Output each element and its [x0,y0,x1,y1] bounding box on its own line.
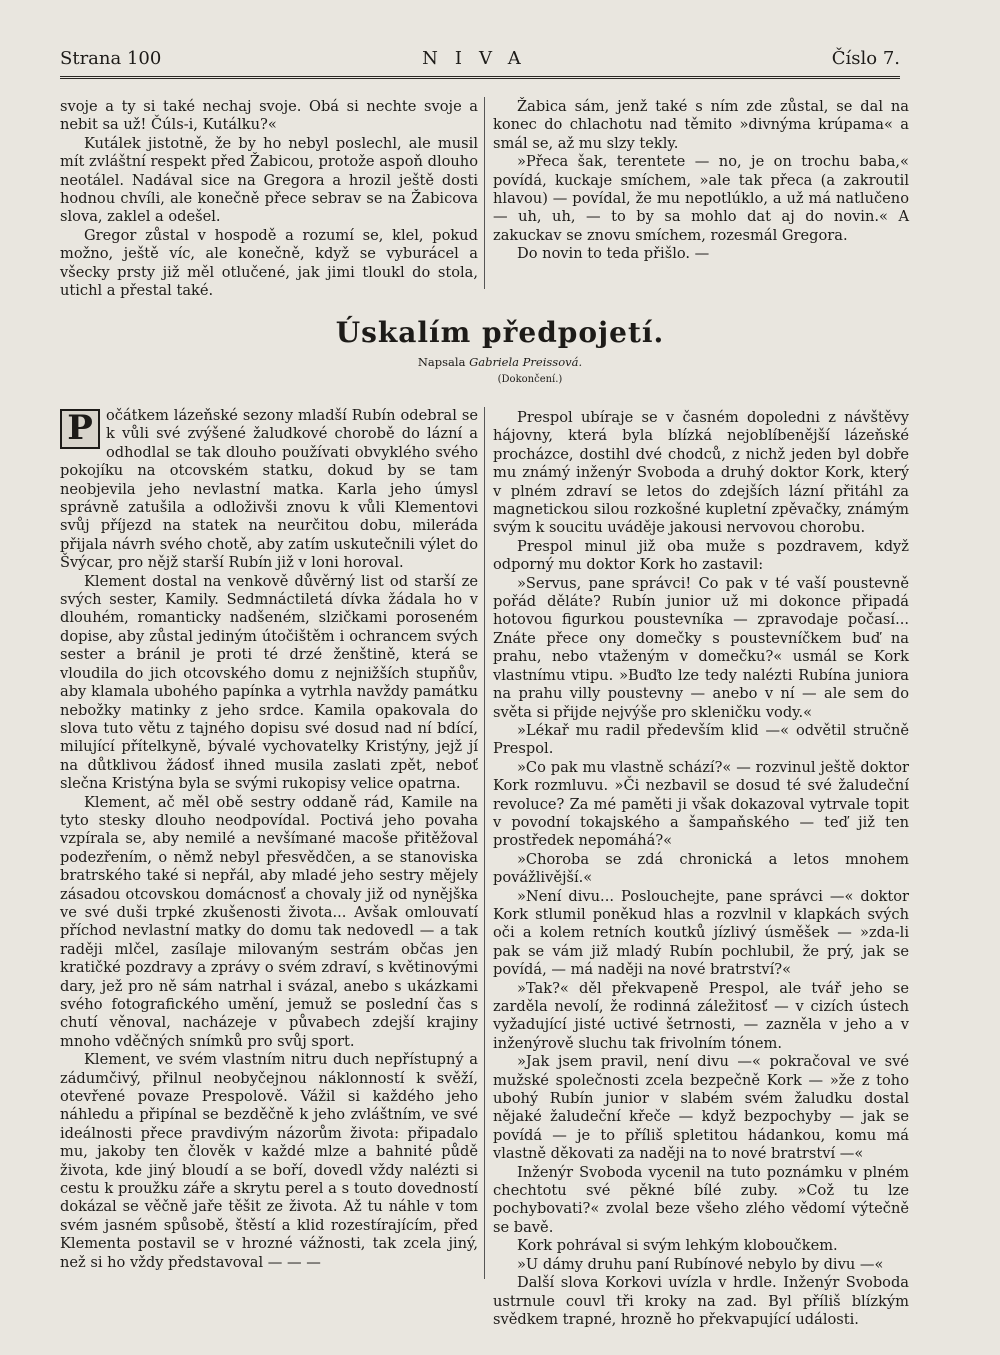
paragraph: »Choroba se zdá chronická a letos mnohem povážlivější.« [493,850,909,887]
column-divider [484,97,485,289]
paragraph: »Přeca šak, terentete — no, je on trochu baba,« povídá, kuckaje smíchem, »ale tak přeca (a zakroutil hlavou) — povídal, že mu nepotlúklo, a už má natlučeno — uh, uh, — to by sa mohlo dat aj do novin.« A zakuckav se znovu smíchem, rozesmál Gregora. [493,153,909,244]
paragraph-text: očátkem lázeňské sezony mladší Rubín odebral se k vůli své zvýšené žaludkové chorobě do lázní a odhodlal se tak dlouho používati obvyklého svého pokojíku na otcovském statku, dokud by se tam neobjevila jeho nevlastní matka. Karla jeho úmysl správně zatušila a odloživši znovu k vůli Klementovi svůj příjezd na statek na neurčitou dobu, mileráda přijala návrh svého chotě, aby zatím uskutečnili výlet do Švýcar, pro nějž starší Rubín již v loni horoval. [60,407,478,572]
article-author: Gabriela Preissová. [469,355,583,369]
paragraph [60,407,478,573]
paragraph: Kutálek jistotně, že by ho nebyl poslechl, ale musil mít zvláštní respekt před Žabicou, protože aspoň dlouho neotálel. Nadával sice na Gregora a hrozil ještě dosti hodnou chvíli, ale konečně přece sebrav se na Žabicova slova, zaklel a odešel. [60,134,478,226]
paragraph: Prespol ubíraje se v časném dopoledni z návštěvy hájovny, která byla blízká nejoblíbenější lázeňské procházce, dostihl dvé chodců, z nichž jeden byl dobře mu známý inženýr Svoboda a druhý doktor Kork, který v plném zdraví se letos do zdejších lázní přitáhl za magnetickou silou rozkošné kupletní zpěvačky, známým svým k soucitu uváděje jakousi nervovou chorobu. [493,409,909,537]
article-byline [0,355,1000,369]
paragraph: Prespol minul již oba muže s pozdravem, když odporný mu doktor Kork ho zastavil: [493,537,909,574]
paragraph: Další slova Korkovi uvízla v hrdle. Inženýr Svoboda ustrnule couvl tři kroky na zad. Byl příliš blízkým svědkem trapné, hrozně ho překvapující události. [493,1274,909,1328]
paragraph: »U dámy druhu paní Rubínové nebylo by divu —« [517,1255,884,1273]
article-right-column [493,409,909,1329]
paragraph: Klement, ač měl obě sestry oddaně rád, Kamile na tyto stesky dlouho neodpovídal. Poctivá jeho povaha vzpírala se, aby nemilé a nevšímané macoše přitěžoval podezřením, o němž nebyl přesvědčen, a se stanoviska bratrského také si nepřál, aby mladé jeho sestry mějely zásadou otcovskou domácnosť a chovaly již od nynějška ve své duši trpké zkušenosti života... Avšak omlouvatí příchod nevlastní matky do domu tak nedovedl — a tak raději mlčel, zasílaje milovaným sestrám občas jen kratičké pozdravy a zprávy o svém zdraví, s květinovými dary, jež pro ně sám natrhal i svázal, anebo s ukázkami svého fotografického umění, jemuž se poslední čas s chutí věnoval, nacházeje v půvabech zdejší krajiny mnoho vděčných snímků pro svůj sport. [60,793,478,1050]
page-number: Strana 100 [60,48,162,69]
paragraph: »Není divu... Poslouchejte, pane správci —« doktor Kork stlumil poněkud hlas a rozvlnil v klapkách svých oči a kolem retních koutků jízlivý úsměšek — »zda-li pak se vám již mladý Rubín pochlubil, že prý, jak se povídá, — má naději na nové bratrství?« [493,887,909,979]
page-header [60,48,900,74]
article-left-column [60,407,478,1272]
issue-number: Číslo 7. [831,48,900,69]
paragraph: Inženýr Svoboda vycenil na tuto poznámku v plném chechtotu své pěkné bílé zuby. »Což tu lze pochybovati?« zvolal beze všeho zlého vědomí výtečně se bavě. [493,1163,909,1236]
paragraph: Do novin to teda přišlo. — [517,245,710,263]
drop-cap: P [60,409,100,449]
story-end-right-column [493,98,909,264]
magazine-title: NIVA [422,48,538,69]
paragraph: Klement dostal na venkově důvěrný list od starší ze svých sester, Kamily. Sedmnáctiletá dívka žádala ho v dlouhém, romanticky nadšeném, slzičkami poroseném dopise, aby zůstal jediným útočištěm i ochrancem svých sester a bránil je proti té drzé ženštině, která se vloudila do jich otcovského domu z nejnižších stupňův, aby klamala ubohého papínka a vytrhla navždy památku nebožky matinky z jeho srdce. Kamila opakovala do slova tuto větu z tajného dopisu své dosud nad ní bdící, milující přítelkyně, bývalé vychovatelky Kristýny, jejž jí na důtklivou žádosť ihned musila zaslati zpět, neboť slečna Kristýna byla se svými rukopisy velice opatrna. [60,572,478,793]
header-rule [60,76,900,79]
continued-note: (Dokončení.) [497,374,563,385]
paragraph: Gregor zůstal v hospodě a rozumí se, klel, pokud možno, ještě víc, ale konečně, když se vyburácel a všecky prsty již měl otlučené, jak jimi tloukl do stola, utichl a přestal také. [60,226,478,300]
article-title: Úskalím předpojetí. [335,316,665,349]
paragraph: Kork pohrával si svým lehkým kloboučkem. [517,1237,838,1255]
paragraph: »Co pak mu vlastně schází?« — rozvinul ještě doktor Kork rozmluvu. »Či nezbavil se dosud té své žaludeční revoluce? Za mé paměti ji však dokazoval vytrvale topit v povodní tokajského a šampaňského — teď již ten prostředek nepomáhá?« [493,758,909,850]
paragraph: svoje a ty si také nechaj svoje. Obá si nechte svoje a nebit sa už! Čúls-i, Kutálku?« [60,98,478,134]
paragraph: »Lékař mu radil především klid —« odvětil stručně Prespol. [493,721,909,758]
paragraph: Klement, ve svém vlastním nitru duch nepřístupný a zádumčivý, přilnul neobyčejnou náklonností k svěží, otevřené povaze Prespolově. Vážil si každého jeho náhledu a připínal se bezděčně k jeho zvláštním, ve své ideálnosti přece pravdivým názorům života: připadalo mu, jakoby ten člověk v každé mlze a bahnité půdě života, kde jiný bloudí a se boří, dovedl vždy nalézti si cestu k proužku záře a skrytu perel a s touto dovedností dokázal se věčně jaře těšit ze života. Až tu náhle v tom svém jasném spůsobě, štěstí a klid rozestírajícím, před Klementa postavil se v hrozné vážnosti, tak zcela jiný, než si ho vždy představoval — — — [60,1051,478,1271]
paragraph: Žabica sám, jenž také s ním zde zůstal, se dal na konec do chlachotu nad těmito »divnýma krúpama« a smál se, až mu slzy tekly. [493,98,909,152]
paragraph: »Tak?« děl překvapeně Prespol, ale tvář jeho se zarděla nevolí, že rodinná záležitosť — v cizích ústech vyžadující jisté uctivé šetrnosti, — zazněla v jeho a v inženýrově sluchu tak frivolním tónem. [493,979,909,1052]
column-divider [484,407,485,1279]
story-end-left-column [60,98,478,300]
byline-prefix: Napsala [417,355,466,369]
paragraph: »Servus, pane správci! Co pak v té vaší poustevně pořád děláte? Rubín junior už mi dokonce připadá hotovou figurkou poustevníka — zpravodaje počasí... Znáte přece ony domečky s poustevníčkem buď na prahu, nebo vtaženým v domečku?« usmál se Kork vlastnímu vtipu. »Buďto lze tedy nalézti Rubína juniora na prahu villy poustevny — anebo v ní — ale sem do světa si přijde nejvýše pro skleničku vody.« [493,574,909,721]
paragraph: »Jak jsem pravil, není divu —« pokračoval ve své mužské společnosti zcela bezpečně Kork — »že z toho ubohý Rubín junior v slabém svém žaludku dostal nějaké žaludeční křeče — když bezpochyby — jak se povídá — je to příliš spletitou hádankou, komu má vlastně děkovati za naději na to nové bratrství —« [493,1053,909,1163]
